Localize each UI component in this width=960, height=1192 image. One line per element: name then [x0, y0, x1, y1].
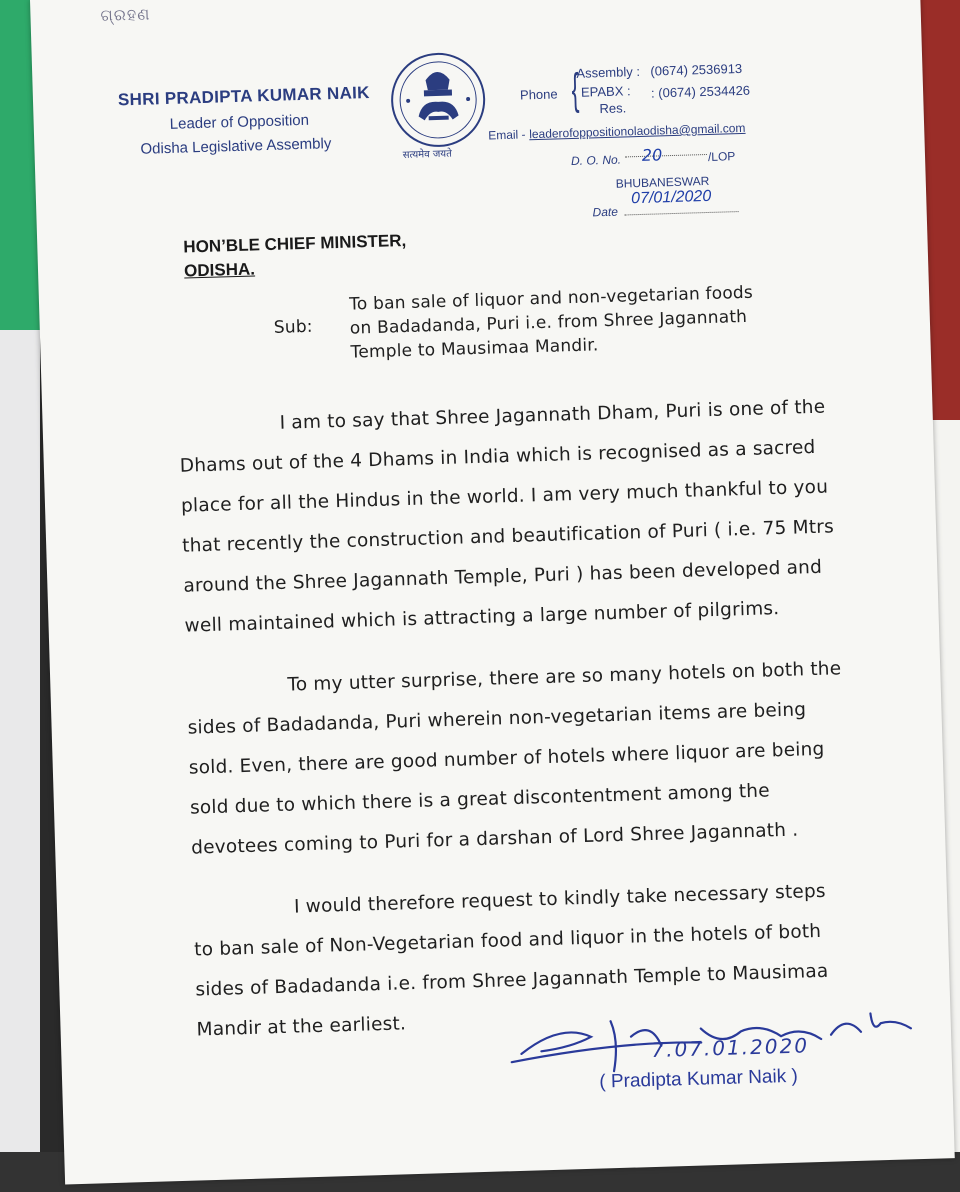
sender-role: Leader of Opposition [169, 111, 310, 133]
body-line: I am to say that Shree Jagannath Dham, Puri is one of the [279, 396, 826, 434]
body-line: I would therefore request to kindly take necessary steps [293, 880, 827, 918]
do-number-dotted-line [625, 154, 707, 157]
do-number-suffix: /LOP [707, 149, 736, 164]
subject-label: Sub: [273, 316, 314, 338]
date-label: Date [592, 204, 619, 220]
body-line: sold. Even, there are good number of hotels where liquor are being [188, 738, 825, 779]
assembly-label: Assembly : [576, 63, 641, 81]
letter-page [30, 0, 955, 1184]
body-line: To my utter surprise, there are so many hotels on both the [287, 658, 842, 696]
body-line: Mandir at the earliest. [196, 1013, 407, 1041]
body-line: to ban sale of Non-Vegetarian food and liquor in the hotels of both [193, 920, 822, 961]
body-line: sides of Badadanda i.e. from Shree Jagannath Temple to Mausimaa [195, 960, 829, 1001]
body-line: devotees coming to Puri for a darshan of Lord Shree Jagannath . [190, 819, 799, 859]
subject-line: on Badadanda, Puri i.e. from Shree Jagannath [349, 306, 748, 339]
subject-line: Temple to Mausimaa Mandir. [350, 335, 599, 363]
date-dotted-line [625, 211, 739, 215]
addressee-state: ODISHA. [183, 259, 256, 281]
do-number-handwritten: 20 [641, 145, 663, 165]
residence-number: : (0674) 2534426 [650, 82, 751, 101]
addressee-title: HON’BLE CHIEF MINISTER, [183, 230, 407, 257]
body-line: sold due to which there is a great discontentment among the [189, 780, 771, 819]
epabx-label: EPABX : [580, 83, 631, 100]
received-stamp: ଗ୍ରହଣ [100, 4, 151, 25]
phone-label: Phone [519, 86, 558, 103]
sender-name: SHRI PRADIPTA KUMAR NAIK [117, 82, 370, 110]
brace-glyph: { [570, 64, 580, 114]
body-line: well maintained which is attracting a large number of pilgrims. [184, 598, 780, 637]
signature-date: 7.07.01.2020 [651, 1033, 810, 1063]
background-left-edge [0, 330, 40, 1192]
body-line: that recently the construction and beautification of Puri ( i.e. 75 Mtrs [181, 516, 835, 557]
residence-label: Res. [599, 100, 627, 117]
body-line: place for all the Hindus in the world. I am very much thankful to you [180, 476, 829, 517]
emblem-motto: सत्यमेव जयते [402, 148, 453, 162]
sender-organization: Odisha Legislative Assembly [140, 135, 332, 158]
body-line: sides of Badadanda, Puri wherein non-vegetarian items are being [187, 699, 807, 739]
email-address: leaderofoppositionolaodisha@gmail.com [528, 120, 746, 142]
date-handwritten: 07/01/2020 [630, 187, 712, 208]
do-number-label: D. O. No. [570, 152, 622, 169]
city-name: BHUBANESWAR [615, 173, 710, 191]
body-line: Dhams out of the 4 Dhams in India which is recognised as a sacred [179, 436, 816, 477]
body-line: around the Shree Jagannath Temple, Puri ) has been developed and [183, 556, 823, 597]
assembly-number: (0674) 2536913 [650, 60, 743, 79]
subject-line: To ban sale of liquor and non-vegetarian foods [348, 282, 754, 315]
email-label: Email - [488, 127, 526, 143]
national-emblem-icon [387, 48, 490, 151]
signatory-name: ( Pradipta Kumar Naik ) [599, 1065, 799, 1093]
